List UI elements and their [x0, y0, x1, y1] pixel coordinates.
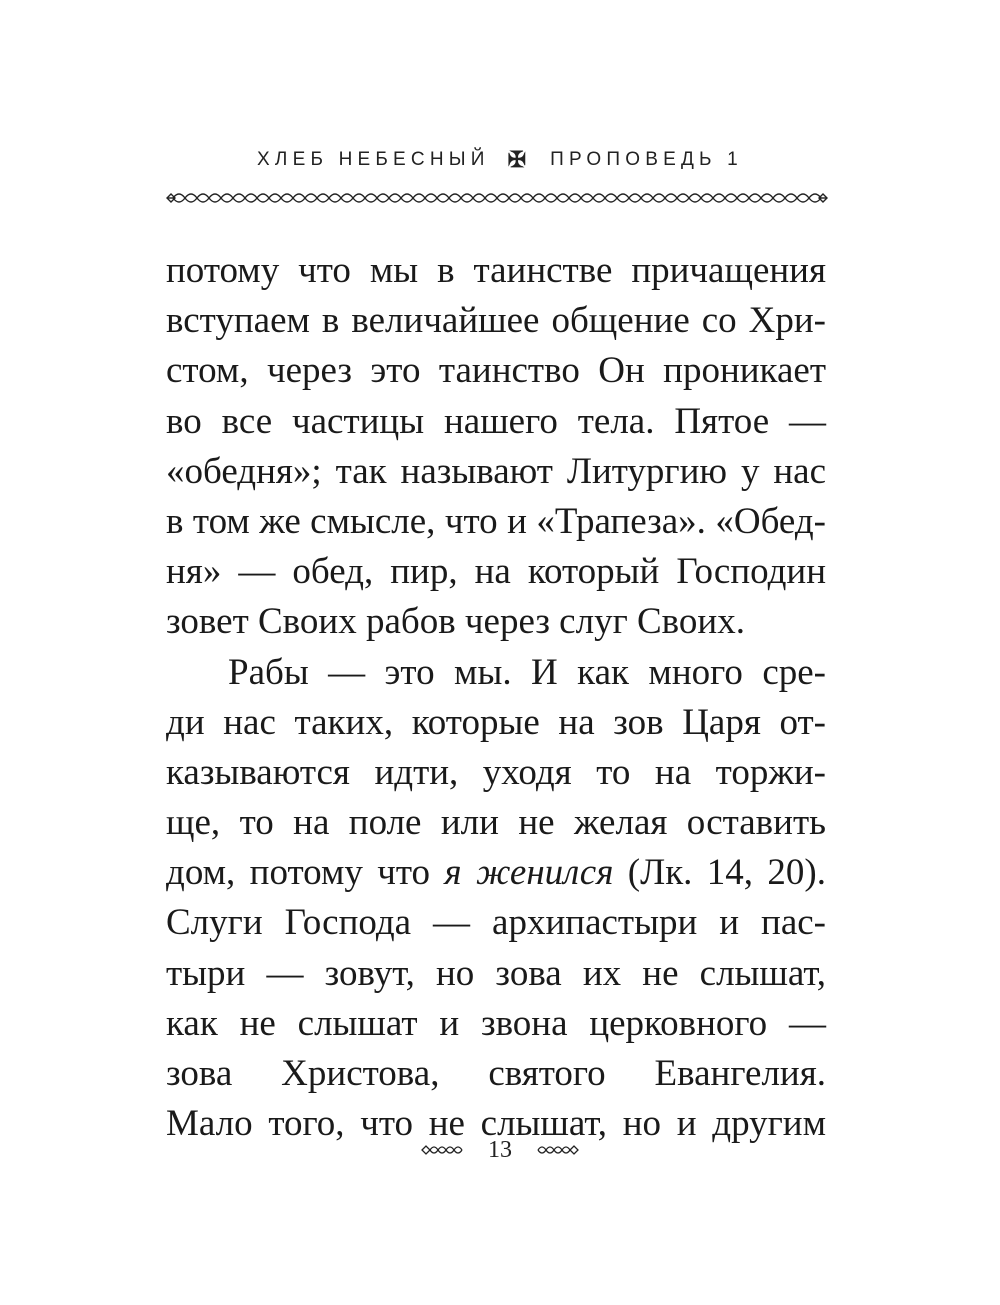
running-head	[0, 144, 1000, 176]
text-line-6: в том же смысле, что и «Трапеза». «Обед-	[166, 500, 826, 542]
text-line-16: как не слышат и звона церковного —	[166, 1002, 826, 1044]
text-line-5: «обедня»; так называют Литургию у нас	[166, 450, 826, 492]
page-footer	[0, 1132, 1000, 1168]
text-line-13-start: дом, потому что	[166, 852, 445, 894]
body-text	[166, 246, 826, 1149]
text-line-12: ще, то на поле или не желая оставить	[166, 802, 826, 844]
text-line-14: Слуги Господа — архипастыри и пас-	[166, 902, 826, 944]
right-ornament-icon	[536, 1141, 580, 1159]
text-line-2: вступаем в величайшее общение со Хри-	[166, 300, 826, 342]
text-line-1: потому что мы в таинстве причащения	[166, 250, 826, 291]
text-line-17: зова Христова, святого Евангелия.	[166, 1053, 826, 1094]
text-line-10: ди нас таких, которые на зов Царя от-	[166, 701, 826, 743]
text-line-11: казываются идти, уходя то на торжи-	[166, 751, 826, 793]
text-line-15: тыри — зовут, но зова их не слышат,	[166, 952, 826, 994]
text-line-3: стом, через это таинство Он проникает	[166, 350, 826, 392]
text-line-18: Мало того, что не слышат, но и другим	[166, 1103, 826, 1145]
cross-icon: ✠	[507, 147, 527, 173]
text-line-4: во все частицы нашего тела. Пятое —	[166, 400, 826, 442]
text-line-13-end: (Лк. 14, 20).	[613, 852, 826, 894]
ornament-rule	[165, 187, 829, 209]
left-ornament-icon	[420, 1141, 464, 1159]
text-line-7: ня» — обед, пир, на который Господин	[166, 551, 826, 593]
text-line-9: Рабы — это мы. И как много сре-	[228, 651, 826, 693]
page-number: 13	[488, 1136, 512, 1163]
italic-quote: я женился	[444, 852, 614, 894]
text-line-8: зовет Своих рабов через слуг Своих.	[166, 601, 745, 643]
section-title: ПРОПОВЕДЬ 1	[550, 149, 743, 170]
book-title: ХЛЕБ НЕБЕСНЫЙ	[257, 149, 490, 170]
text-line-13	[166, 848, 826, 898]
